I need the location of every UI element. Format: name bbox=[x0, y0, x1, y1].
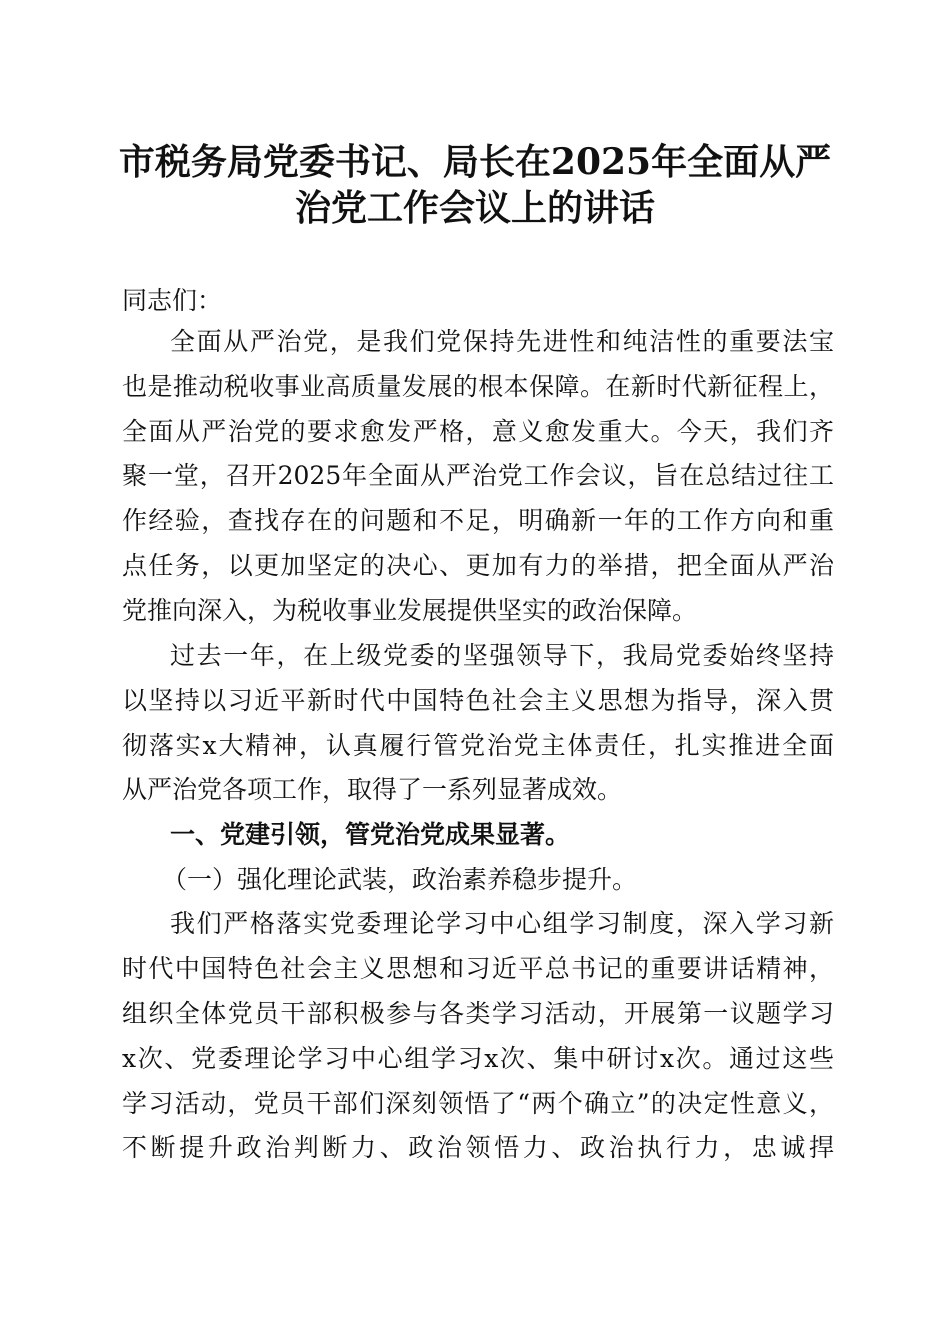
paragraph-line: 我们严格落实党委理论学习中心组学习制度，深入学习新 bbox=[170, 909, 834, 938]
paragraph-line: 不断提升政治判断力、政治领悟力、政治执行力，忠诚捍 bbox=[122, 1133, 834, 1162]
paragraph-line: 彻落实x大精神，认真履行管党治党主体责任，扎实推进全面 bbox=[122, 731, 834, 760]
paragraph-line: 全面从严治党的要求愈发严格，意义愈发重大。今天，我们齐 bbox=[122, 417, 834, 446]
salutation: 同志们： bbox=[122, 286, 223, 315]
section-heading: 一、党建引领，管党治党成果显著。 bbox=[170, 820, 571, 849]
paragraph-line: 过去一年，在上级党委的坚强领导下，我局党委始终坚持 bbox=[170, 641, 834, 670]
document-title-line-1: 市税务局党委书记、局长在2025年全面从严 bbox=[118, 141, 832, 183]
paragraph-line: 组织全体党员干部积极参与各类学习活动，开展第一议题学习 bbox=[122, 999, 834, 1028]
paragraph-line: 也是推动税收事业高质量发展的根本保障。在新时代新征程上， bbox=[122, 372, 834, 401]
paragraph-line: 时代中国特色社会主义思想和习近平总书记的重要讲话精神， bbox=[122, 954, 834, 983]
paragraph-line: 作经验，查找存在的问题和不足，明确新一年的工作方向和重 bbox=[122, 506, 834, 535]
paragraph-line: x次、党委理论学习中心组学习x次、集中研讨x次。通过这些 bbox=[122, 1044, 834, 1073]
paragraph-line: 全面从严治党，是我们党保持先进性和纯洁性的重要法宝 bbox=[170, 327, 834, 356]
paragraph-line: 聚一堂，召开2025年全面从严治党工作会议，旨在总结过往工 bbox=[122, 461, 834, 490]
paragraph-line: 学习活动，党员干部们深刻领悟了“两个确立”的决定性意义， bbox=[122, 1089, 834, 1118]
subsection-heading: （一）强化理论武装，政治素养稳步提升。 bbox=[162, 865, 638, 894]
document-title-line-2: 治党工作会议上的讲话 bbox=[294, 187, 655, 229]
paragraph-line: 以坚持以习近平新时代中国特色社会主义思想为指导，深入贯 bbox=[122, 686, 834, 715]
paragraph-line: 点任务，以更加坚定的决心、更加有力的举措，把全面从严治 bbox=[122, 551, 834, 580]
paragraph-line: 党推向深入，为税收事业发展提供坚实的政治保障。 bbox=[122, 596, 698, 625]
paragraph-line: 从严治党各项工作，取得了一系列显著成效。 bbox=[122, 775, 623, 804]
